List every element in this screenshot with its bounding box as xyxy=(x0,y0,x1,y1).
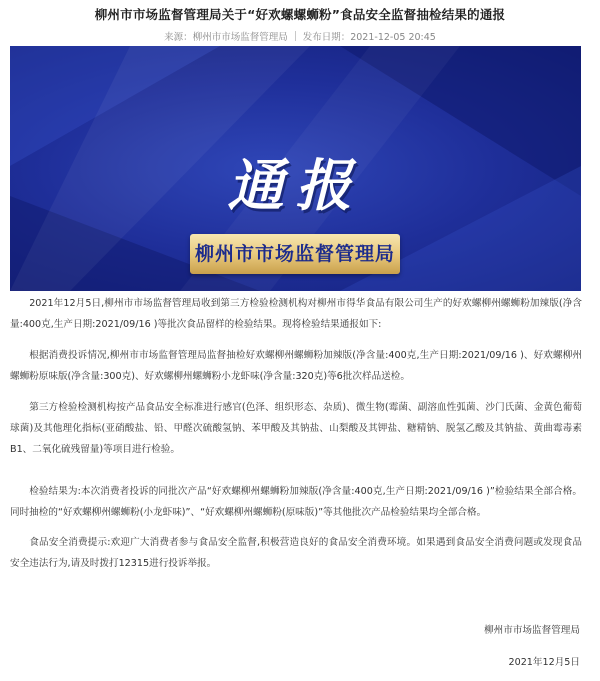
source-label: 来源： xyxy=(164,32,193,43)
article-title: 柳州市市场监督管理局关于“好欢螺螺蛳粉”食品安全监督抽检结果的通报 xyxy=(94,7,506,22)
publish-date: 2021-12-05 20:45 xyxy=(350,32,436,43)
source-value[interactable]: 柳州市市场监督管理局 xyxy=(192,32,288,43)
paragraph-1: 2021年12月5日,柳州市市场监督管理局收到第三方检验检测机构对柳州市得华食品有限公司生产的好欢螺柳州螺蛳粉加辣版(净含量:400克,生产日期:2021/09/16 )等批次食品留样的检验结果。现将检验结果通报如下: xyxy=(10,298,582,330)
paragraph-5: 食品安全消费提示:欢迎广大消费者参与食品安全监督,积极营造良好的食品安全消费环境。如果遇到食品安全消费问题或发现食品安全违法行为,请及时拨打12315进行投诉举报。 xyxy=(10,537,582,569)
banner-image xyxy=(10,46,581,291)
meta-divider xyxy=(295,31,296,41)
date-label: 发布日期： xyxy=(302,32,351,43)
signature-org: 柳州市市场监督管理局 xyxy=(484,625,580,636)
signature-date: 2021年12月5日 xyxy=(508,657,580,668)
banner-subtitle: 柳州市市场监督管理局 xyxy=(194,243,395,265)
paragraph-3: 第三方检验检测机构按产品食品安全标准进行感官(色泽、组织形态、杂质)、微生物(霉菌、副溶血性弧菌、沙门氏菌、金黄色葡萄球菌)及其他理化指标(亚硝酸盐、铅、甲醛次硫酸氢钠、苯甲酸及其钠盐、山梨酸及其钾盐、糖精钠、脱氢乙酸及其钠盐、黄曲霉毒素B1、二氧化硫残留量)等项目进行检验。 xyxy=(10,402,582,455)
paragraph-2: 根据消费投诉情况,柳州市市场监督管理局监督抽检好欢螺柳州螺蛳粉加辣版(净含量:400克,生产日期:2021/09/16 )、好欢螺柳州螺蛳粉原味版(净含量:300克)、好欢螺柳州螺蛳粉小龙虾味(净含量:320克)等6批次样品送检。 xyxy=(10,350,582,382)
article-meta xyxy=(0,29,600,43)
banner-title: 通报 xyxy=(227,153,364,219)
paragraph-4: 检验结果为:本次消费者投诉的同批次产品“好欢螺柳州螺蛳粉加辣版(净含量:400克,生产日期:2021/09/16 )”检验结果全部合格。同时抽检的“好欢螺柳州螺蛳粉(小龙虾味)”、“好欢螺柳州螺蛳粉(原味版)”等其他批次产品检验结果均全部合格。 xyxy=(10,486,582,518)
